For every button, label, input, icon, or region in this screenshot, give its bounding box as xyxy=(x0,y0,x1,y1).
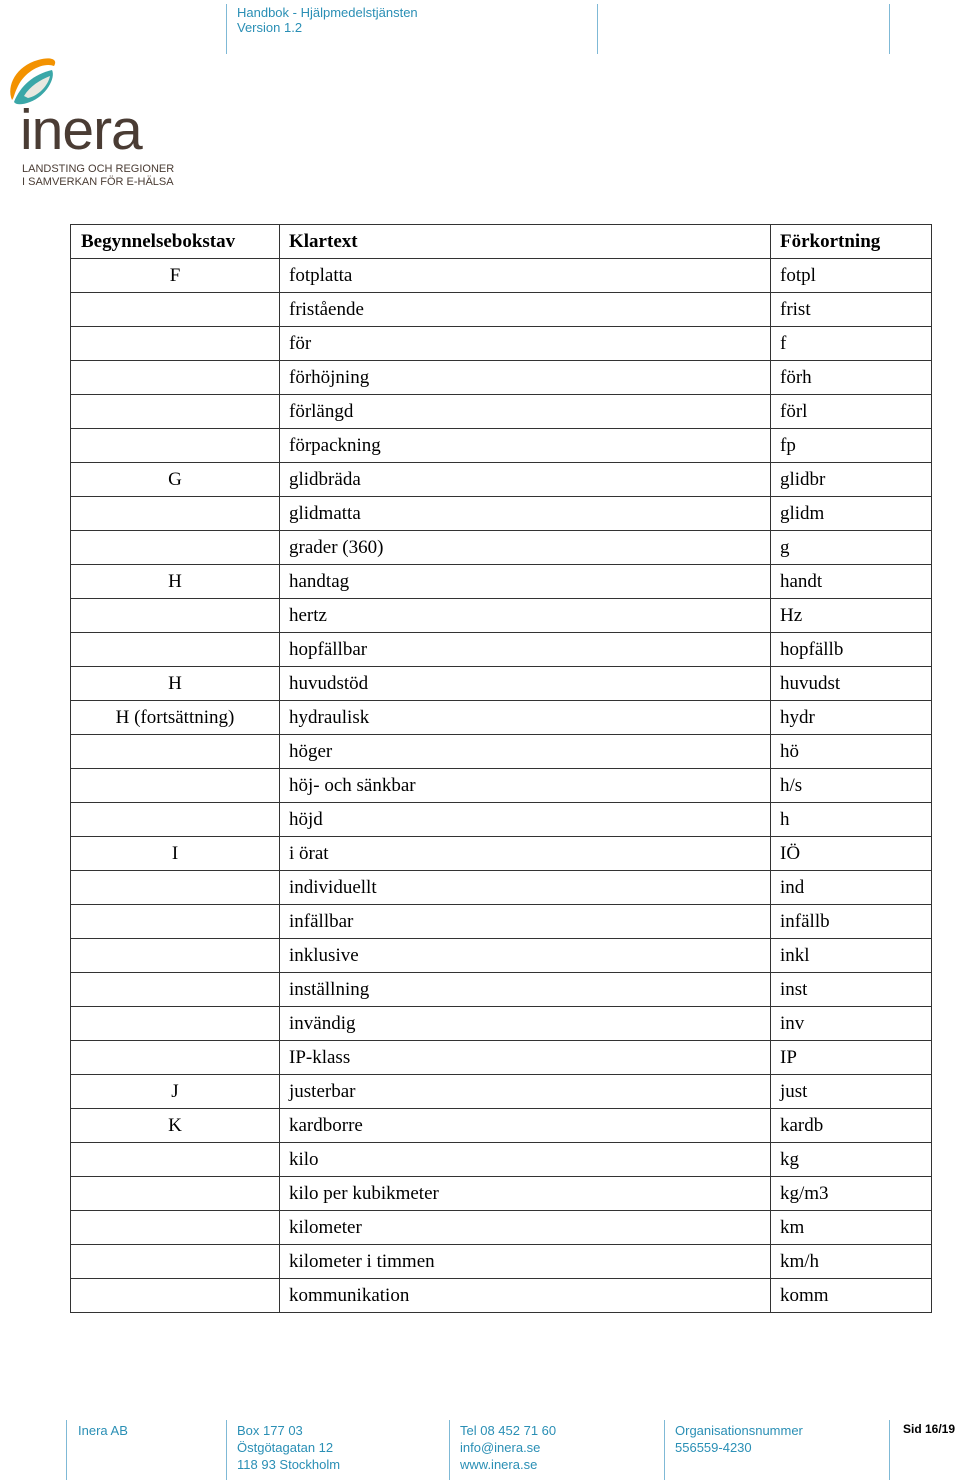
cell-letter: I xyxy=(71,837,280,871)
cell-abbreviation: f xyxy=(771,327,932,361)
inera-logo xyxy=(4,56,179,191)
cell-letter xyxy=(71,905,280,939)
website-link[interactable]: www.inera.se xyxy=(460,1457,538,1472)
table-row xyxy=(71,259,932,293)
table-header-row xyxy=(71,225,932,259)
cell-fulltext: hydraulisk xyxy=(280,701,771,735)
table-row xyxy=(71,837,932,871)
cell-letter xyxy=(71,769,280,803)
abbreviation-table xyxy=(70,224,932,1313)
table-row xyxy=(71,1245,932,1279)
table-row xyxy=(71,463,932,497)
footer-divider xyxy=(66,1420,67,1480)
cell-letter xyxy=(71,395,280,429)
cell-fulltext: höj- och sänkbar xyxy=(280,769,771,803)
cell-abbreviation: huvudst xyxy=(771,667,932,701)
table-row xyxy=(71,905,932,939)
cell-fulltext: grader (360) xyxy=(280,531,771,565)
cell-letter: J xyxy=(71,1075,280,1109)
cell-letter xyxy=(71,599,280,633)
cell-fulltext: glidbräda xyxy=(280,463,771,497)
cell-abbreviation: fp xyxy=(771,429,932,463)
cell-fulltext: IP-klass xyxy=(280,1041,771,1075)
cell-abbreviation: hopfällb xyxy=(771,633,932,667)
table-row xyxy=(71,735,932,769)
table-row xyxy=(71,1075,932,1109)
cell-abbreviation: glidbr xyxy=(771,463,932,497)
cell-fulltext: handtag xyxy=(280,565,771,599)
table-row xyxy=(71,1041,932,1075)
cell-letter xyxy=(71,1177,280,1211)
cell-letter xyxy=(71,293,280,327)
table-row xyxy=(71,701,932,735)
cell-letter xyxy=(71,973,280,1007)
table-row xyxy=(71,327,932,361)
cell-letter xyxy=(71,1007,280,1041)
header-divider xyxy=(226,4,227,54)
cell-fulltext: kilo xyxy=(280,1143,771,1177)
address-line: Box 177 03 xyxy=(237,1423,303,1438)
cell-fulltext: i örat xyxy=(280,837,771,871)
table-row xyxy=(71,395,932,429)
cell-letter xyxy=(71,735,280,769)
table-row xyxy=(71,973,932,1007)
table-row xyxy=(71,1211,932,1245)
column-header-fulltext: Klartext xyxy=(280,225,771,259)
table-row xyxy=(71,1109,932,1143)
cell-letter: H xyxy=(71,565,280,599)
cell-letter xyxy=(71,871,280,905)
logo-tagline-2: I SAMVERKAN FÖR E-HÄLSA xyxy=(22,176,174,188)
cell-fulltext: justerbar xyxy=(280,1075,771,1109)
footer-divider xyxy=(449,1420,450,1480)
table-row xyxy=(71,871,932,905)
cell-abbreviation: h xyxy=(771,803,932,837)
cell-letter xyxy=(71,1211,280,1245)
footer-org xyxy=(675,1422,803,1456)
cell-fulltext: kardborre xyxy=(280,1109,771,1143)
cell-fulltext: förpackning xyxy=(280,429,771,463)
cell-letter xyxy=(71,1143,280,1177)
table-row xyxy=(71,293,932,327)
cell-abbreviation: kg/m3 xyxy=(771,1177,932,1211)
cell-abbreviation: inst xyxy=(771,973,932,1007)
cell-abbreviation: IP xyxy=(771,1041,932,1075)
header-divider xyxy=(889,4,890,54)
cell-fulltext: inklusive xyxy=(280,939,771,973)
table-row xyxy=(71,497,932,531)
cell-letter xyxy=(71,429,280,463)
cell-abbreviation: handt xyxy=(771,565,932,599)
table-row xyxy=(71,667,932,701)
cell-abbreviation: hö xyxy=(771,735,932,769)
cell-abbreviation: förh xyxy=(771,361,932,395)
cell-abbreviation: infällb xyxy=(771,905,932,939)
cell-abbreviation: km xyxy=(771,1211,932,1245)
cell-abbreviation: just xyxy=(771,1075,932,1109)
address-line: Östgötagatan 12 xyxy=(237,1440,334,1455)
cell-fulltext: fristående xyxy=(280,293,771,327)
cell-letter xyxy=(71,497,280,531)
logo-wordmark: inera xyxy=(20,98,142,162)
cell-fulltext: förhöjning xyxy=(280,361,771,395)
table-row xyxy=(71,429,932,463)
document-header xyxy=(237,5,418,35)
cell-letter xyxy=(71,803,280,837)
footer-divider xyxy=(664,1420,665,1480)
cell-abbreviation: fotpl xyxy=(771,259,932,293)
footer-contact xyxy=(460,1422,556,1473)
table-row xyxy=(71,939,932,973)
header-divider xyxy=(597,4,598,54)
table-row xyxy=(71,769,932,803)
cell-fulltext: inställning xyxy=(280,973,771,1007)
footer-divider xyxy=(889,1420,890,1480)
address-line: 118 93 Stockholm xyxy=(237,1457,341,1472)
table-row xyxy=(71,1143,932,1177)
cell-abbreviation: IÖ xyxy=(771,837,932,871)
footer-divider xyxy=(226,1420,227,1480)
org-number: 556559-4230 xyxy=(675,1440,752,1455)
cell-abbreviation: kardb xyxy=(771,1109,932,1143)
cell-abbreviation: komm xyxy=(771,1279,932,1313)
table-row xyxy=(71,1177,932,1211)
cell-letter xyxy=(71,1279,280,1313)
cell-fulltext: invändig xyxy=(280,1007,771,1041)
cell-letter: H (fortsättning) xyxy=(71,701,280,735)
column-header-letter: Begynnelsebokstav xyxy=(71,225,280,259)
cell-letter xyxy=(71,939,280,973)
cell-abbreviation: förl xyxy=(771,395,932,429)
cell-letter xyxy=(71,327,280,361)
footer-address xyxy=(237,1422,340,1473)
email-link[interactable]: info@inera.se xyxy=(460,1440,541,1455)
table-row xyxy=(71,803,932,837)
cell-fulltext: för xyxy=(280,327,771,361)
footer-company xyxy=(78,1422,128,1439)
cell-letter: G xyxy=(71,463,280,497)
table-row xyxy=(71,361,932,395)
table-row xyxy=(71,565,932,599)
table-row xyxy=(71,531,932,565)
table-row xyxy=(71,1007,932,1041)
document-version: Version 1.2 xyxy=(237,20,303,35)
cell-fulltext: kilo per kubikmeter xyxy=(280,1177,771,1211)
cell-abbreviation: g xyxy=(771,531,932,565)
cell-abbreviation: frist xyxy=(771,293,932,327)
page-number: Sid 16/19 xyxy=(903,1422,956,1436)
cell-fulltext: individuellt xyxy=(280,871,771,905)
cell-abbreviation: kg xyxy=(771,1143,932,1177)
cell-letter xyxy=(71,1041,280,1075)
phone-number: Tel 08 452 71 60 xyxy=(460,1423,557,1438)
cell-fulltext: infällbar xyxy=(280,905,771,939)
cell-fulltext: förlängd xyxy=(280,395,771,429)
cell-letter xyxy=(71,633,280,667)
cell-abbreviation: glidm xyxy=(771,497,932,531)
column-header-abbreviation: Förkortning xyxy=(771,225,932,259)
company-name: Inera AB xyxy=(78,1423,128,1438)
cell-fulltext: kommunikation xyxy=(280,1279,771,1313)
logo-tagline-1: LANDSTING OCH REGIONER xyxy=(22,163,175,175)
cell-letter: K xyxy=(71,1109,280,1143)
document-title: Handbok - Hjälpmedelstjänsten xyxy=(237,5,418,20)
cell-fulltext: huvudstöd xyxy=(280,667,771,701)
cell-letter: F xyxy=(71,259,280,293)
cell-letter xyxy=(71,1245,280,1279)
cell-abbreviation: h/s xyxy=(771,769,932,803)
table-row xyxy=(71,599,932,633)
cell-fulltext: höger xyxy=(280,735,771,769)
org-label: Organisationsnummer xyxy=(675,1423,803,1438)
table-row xyxy=(71,1279,932,1313)
cell-abbreviation: hydr xyxy=(771,701,932,735)
cell-fulltext: hertz xyxy=(280,599,771,633)
cell-abbreviation: Hz xyxy=(771,599,932,633)
cell-fulltext: höjd xyxy=(280,803,771,837)
cell-fulltext: glidmatta xyxy=(280,497,771,531)
cell-fulltext: kilometer i timmen xyxy=(280,1245,771,1279)
table-row xyxy=(71,633,932,667)
cell-fulltext: hopfällbar xyxy=(280,633,771,667)
cell-abbreviation: inkl xyxy=(771,939,932,973)
cell-letter xyxy=(71,361,280,395)
cell-abbreviation: ind xyxy=(771,871,932,905)
cell-letter xyxy=(71,531,280,565)
cell-abbreviation: km/h xyxy=(771,1245,932,1279)
cell-abbreviation: inv xyxy=(771,1007,932,1041)
cell-letter: H xyxy=(71,667,280,701)
cell-fulltext: fotplatta xyxy=(280,259,771,293)
cell-fulltext: kilometer xyxy=(280,1211,771,1245)
